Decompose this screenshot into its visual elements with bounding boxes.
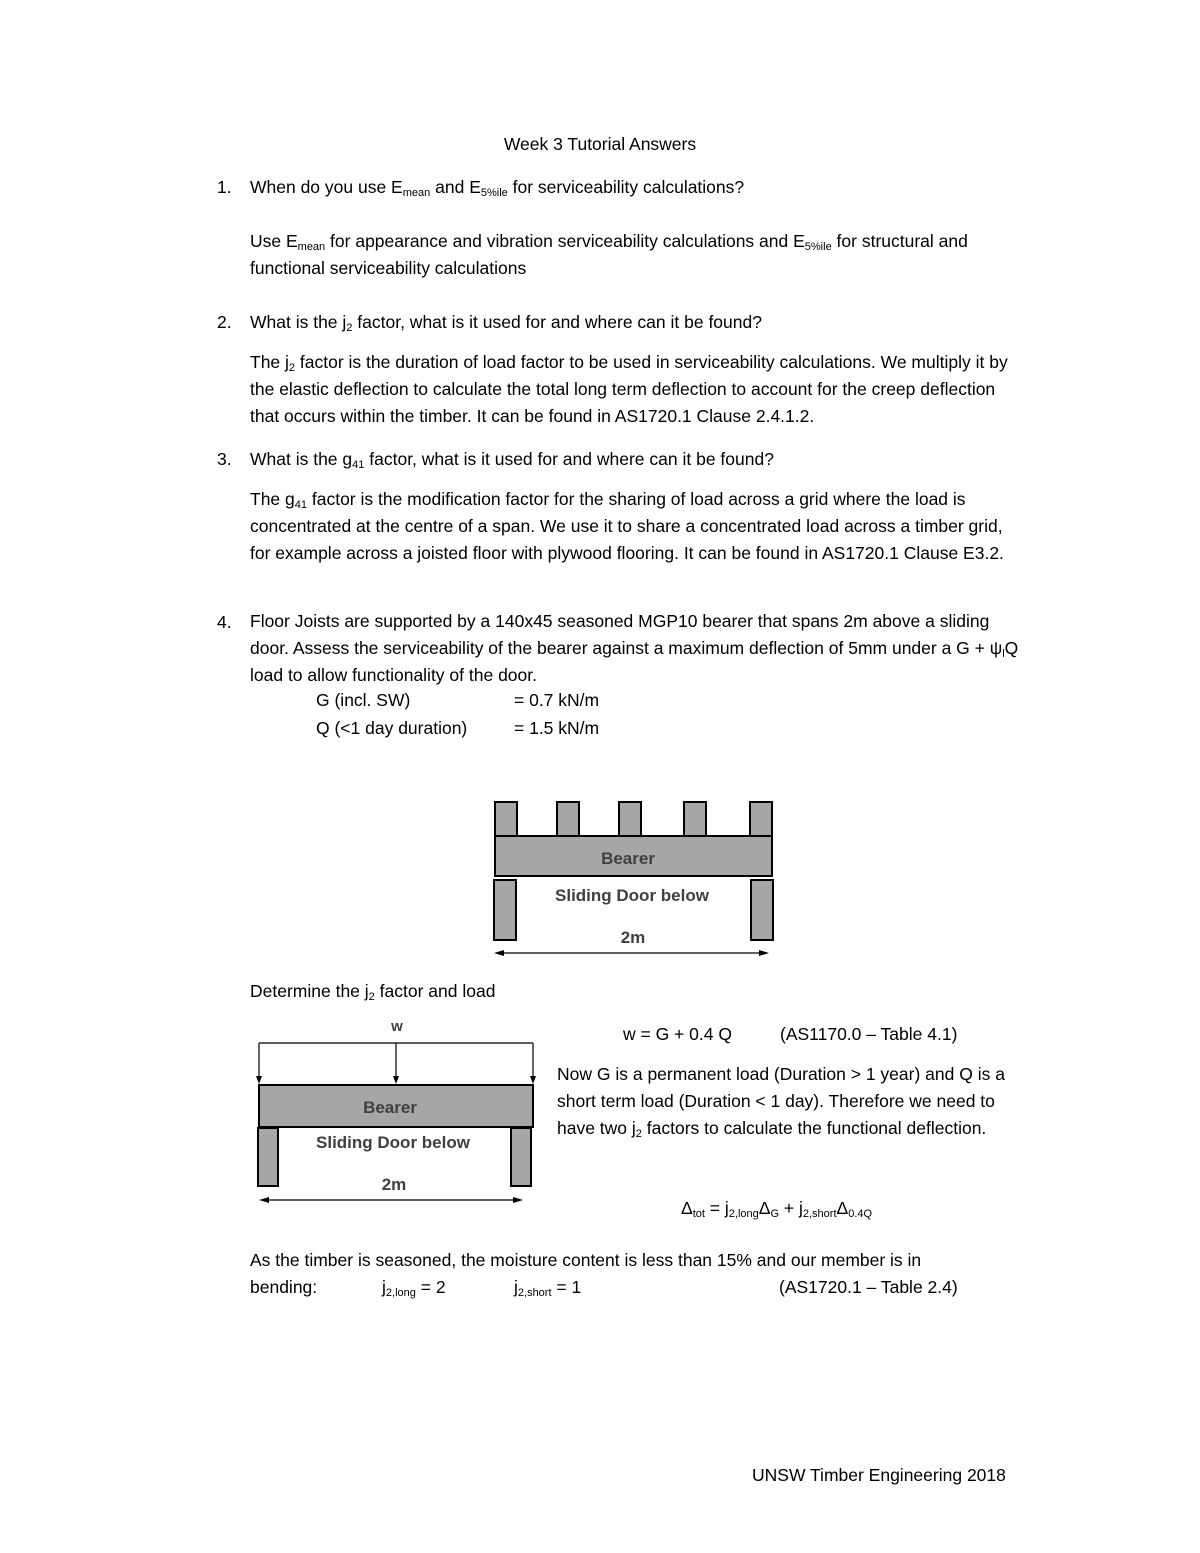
joist — [619, 802, 641, 836]
load-g-value: = 0.7 kN/m — [514, 690, 600, 710]
arrow-left — [494, 950, 504, 956]
question-1: When do you use $E_{mean}$ and $E_{5\%ile}$ for serviceability calculations? — [250, 177, 745, 199]
answer-3: The $g_{41}$ factor is the modification factor for the sharing of load across a grid where the load is concentrated at the centre of a span. We use it to share a concentrated load across a timber grid, for example across a joisted floor with plywood flooring. It can be found in AS1720.1 Clause E3.2. — [250, 489, 1004, 563]
post-right — [511, 1128, 531, 1186]
determine-text: Determine the $j_2$ factor and load — [250, 981, 496, 1003]
load-equation: w = G + 0.4 Q — [623, 1024, 732, 1044]
post-left — [258, 1128, 278, 1186]
conclusion-line-1: As the timber is seasoned, the moisture content is less than 15% and our member is in — [250, 1250, 922, 1270]
duration-explanation: Now G is a permanent load (Duration > 1 year) and Q is a short term load (Duration < 1 day). Therefore we need to have two $j_2$ factors to calculate the functional deflection. — [557, 1064, 1005, 1140]
j2-long-value: $j_{2,long} = 2$ — [382, 1277, 446, 1299]
answer-2: The $j_2$ factor is the duration of load factor to be used in serviceability calculations. We multiply it by the elastic deflection to calculate the total long term deflection to account for the creep deflection that occurs within the timber. It can be found in AS1720.1 Clause 2.4.1.2. — [250, 352, 1008, 426]
question-number: 1. — [217, 177, 232, 197]
door-label: Sliding Door below — [555, 886, 709, 905]
post-left — [494, 880, 516, 940]
arrow-right — [759, 950, 769, 956]
span-label: 2m — [381, 1175, 407, 1194]
load-diagram — [250, 1013, 540, 1213]
bearer-label: Bearer — [363, 1098, 417, 1117]
answer-1: Use $E_{mean}$ for appearance and vibration serviceability calculations and $E_{5\%ile}$ for structural and functional serviceability calculations — [250, 231, 968, 278]
question-3: What is the $g_{41}$ factor, what is it used for and where can it be found? — [250, 449, 774, 471]
joist — [495, 802, 517, 836]
load-q-label: Q (<1 day duration) — [316, 718, 468, 738]
arrow-left — [259, 1197, 269, 1203]
bearer-diagram — [480, 795, 780, 965]
question-2: What is the $j_2$ factor, what is it used for and where can it be found? — [250, 312, 762, 334]
question-number: 2. — [217, 312, 232, 332]
post-right — [751, 880, 773, 940]
span-label: 2m — [620, 928, 646, 947]
arrow-right — [513, 1197, 523, 1203]
joist — [557, 802, 579, 836]
load-q-value: = 1.5 kN/m — [514, 718, 600, 738]
door-label: Sliding Door below — [316, 1133, 470, 1152]
deflection-equation: $\Delta_{tot} = j_{2,long}\Delta_G + j_{2,short}\Delta_{0.4Q}$ — [681, 1198, 873, 1220]
question-number: 4. — [217, 612, 232, 632]
question-4: Floor Joists are supported by a 140x45 seasoned MGP10 bearer that spans 2m above a sliding door. Assess the serviceability of the bearer against a maximum deflection of 5mm under a $G + \psi_lQ$ load to allow functionality of the door. — [250, 611, 1019, 685]
page-title: Week 3 Tutorial Answers — [503, 134, 697, 154]
j2-short-value: $j_{2,short} = 1$ — [514, 1277, 582, 1299]
bearer-label: Bearer — [601, 849, 655, 868]
load-equation-ref: (AS1170.0 – Table 4.1) — [780, 1024, 958, 1044]
joist — [684, 802, 706, 836]
conclusion-line-2: bending: — [250, 1277, 318, 1297]
load-w-label: w — [391, 1018, 403, 1035]
load-g-label: G (incl. SW) — [316, 690, 411, 710]
joist — [750, 802, 772, 836]
question-number: 3. — [217, 449, 232, 469]
page-footer: UNSW Timber Engineering 2018 — [752, 1465, 1006, 1485]
table-reference: (AS1720.1 – Table 2.4) — [779, 1277, 958, 1297]
